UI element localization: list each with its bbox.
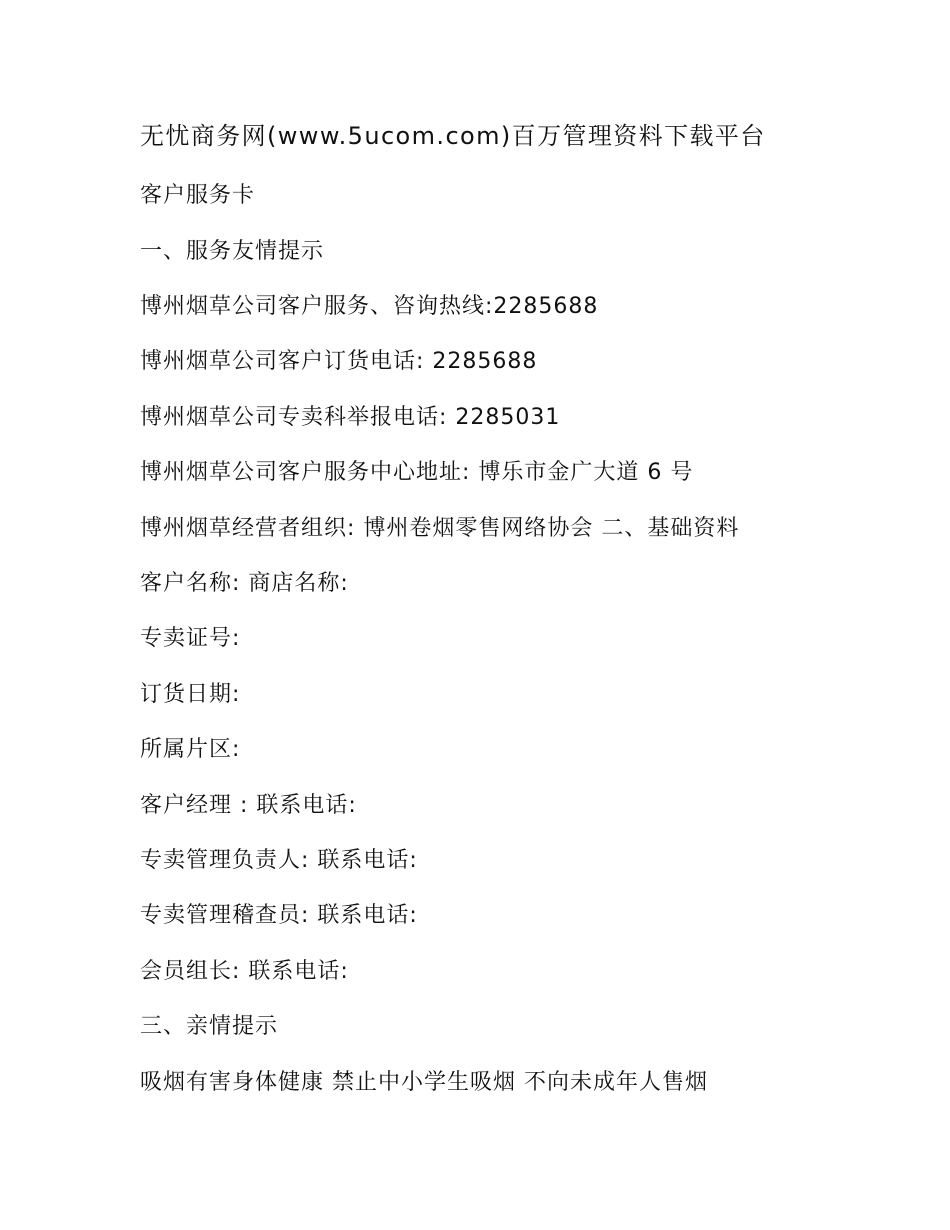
section-heading-service-tips: 一、服务友情提示 bbox=[140, 239, 325, 264]
text-hotline: 博州烟草公司客户服务、咨询热线:2285688 bbox=[140, 294, 599, 319]
text-health-warning: 吸烟有害身体健康 禁止中小学生吸烟 不向未成年人售烟 bbox=[140, 1070, 708, 1095]
document-title: 无忧商务网(www.5ucom.com)百万管理资料下载平台 bbox=[140, 122, 766, 150]
text-order-phone: 博州烟草公司客户订货电话: 2285688 bbox=[140, 349, 538, 374]
field-customer-name: 客户名称: 商店名称: bbox=[140, 571, 349, 596]
card-title: 客户服务卡 bbox=[140, 183, 256, 208]
field-monopoly-manager: 专卖管理负责人: 联系电话: bbox=[140, 848, 418, 873]
field-license-number: 专卖证号: bbox=[140, 626, 241, 651]
section-heading-friendly-tips: 三、亲情提示 bbox=[140, 1014, 279, 1039]
text-operator-org: 博州烟草经营者组织: 博州卷烟零售网络协会 二、基础资料 bbox=[140, 516, 740, 541]
field-order-date: 订货日期: bbox=[140, 682, 241, 707]
text-report-phone: 博州烟草公司专卖科举报电话: 2285031 bbox=[140, 405, 561, 430]
field-inspector: 专卖管理稽查员: 联系电话: bbox=[140, 903, 418, 928]
field-group-leader: 会员组长: 联系电话: bbox=[140, 959, 349, 984]
text-service-address: 博州烟草公司客户服务中心地址: 博乐市金广大道 6 号 bbox=[140, 460, 694, 485]
field-account-manager: 客户经理 : 联系电话: bbox=[140, 793, 357, 818]
field-district: 所属片区: bbox=[140, 737, 241, 762]
